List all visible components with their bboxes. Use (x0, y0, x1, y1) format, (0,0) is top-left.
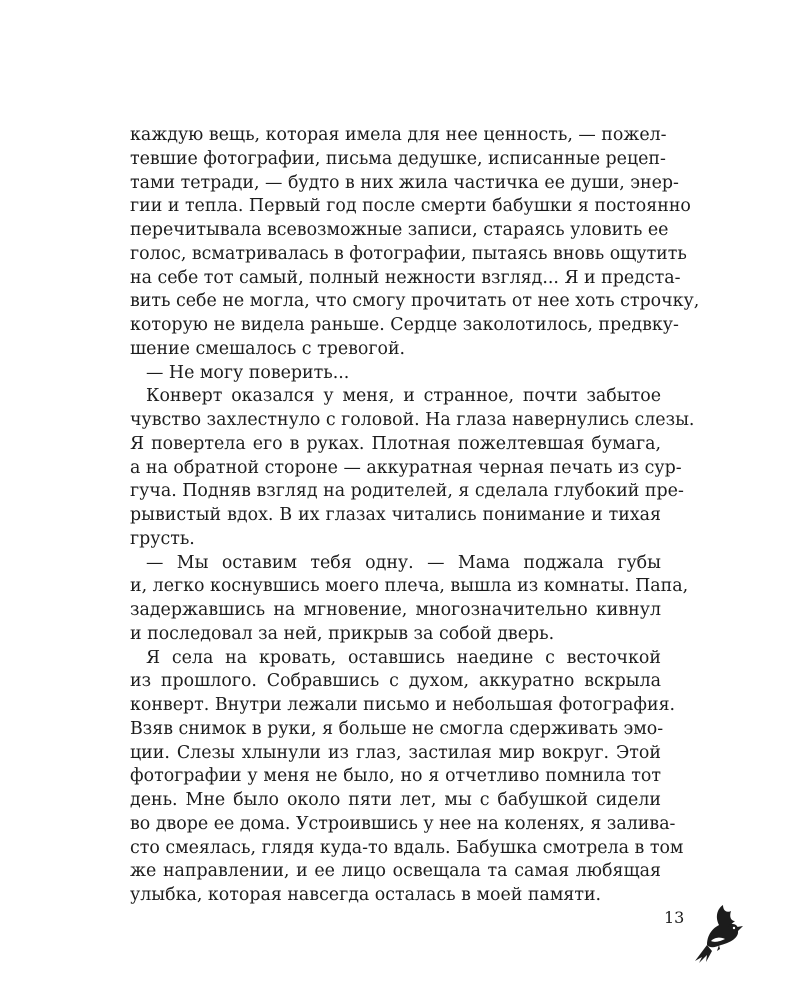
text-line: фотографии у меня не было, но я отчетливо помнила тот (130, 766, 661, 787)
text-line: и, легко коснувшись моего плеча, вышла из комнаты. Папа, (130, 576, 689, 597)
bird-beak (737, 926, 743, 931)
text-line: — Мы оставим тебя одну. — Мама поджала губы (146, 552, 661, 573)
text-line: и последовал за ней, прикрыв за собой дверь. (130, 623, 555, 644)
text-line: задержавшись на мгновение, многозначительно кивнул (130, 600, 661, 620)
text-line: ции. Слезы хлынули из глаз, застилая мир вокруг. Этой (130, 742, 661, 763)
text-line: во дворе ее дома. Устроившись у нее на коленях, я залива- (130, 813, 676, 834)
bird-head (728, 924, 738, 934)
text-line: улыбка, которая навсегда осталась в моей памяти. (130, 885, 602, 905)
body-text (130, 124, 700, 908)
text-line: шение смешалось с тревогой. (130, 338, 406, 359)
text-line: каждую вещь, которая имела для нее ценность, — пожел- (130, 125, 667, 145)
bird-tail (695, 945, 712, 963)
text-line: сто смеялась, глядя куда-то вдаль. Бабушка смотрела в том (130, 837, 684, 858)
text-line: а на обратной стороне — аккуратная черная печать из сур- (130, 457, 682, 478)
text-line: голос, всматривалась в фотографии, пытаясь вновь ощутить (130, 243, 687, 264)
page-number: 13 (664, 908, 685, 927)
text-line: Я повертела его в руках. Плотная пожелтевшая бумага, (130, 433, 661, 454)
text-line: рывистый вдох. В их глазах читались понимание и тихая (130, 505, 661, 525)
text-line: перечитывала всевозможные записи, стараясь уловить ее (130, 220, 669, 240)
text-line: вить себе не могла, что смогу прочитать от нее хоть строчку, (130, 291, 700, 312)
text-line: гуча. Подняв взгляд на родителей, я сделала глубокий пре- (130, 481, 684, 502)
text-line: Я села на кровать, оставшись наедине с весточкой (146, 647, 661, 668)
text-line: чувство захлестнуло с головой. На глаза навернулись слезы. (130, 410, 695, 430)
text-line: на себе тот самый, полный нежности взгляд... Я и предста- (130, 267, 681, 288)
text-line: же направлении, и ее лицо освещала та самая любящая (130, 861, 661, 882)
text-line: тами тетради, — будто в них жила частичка ее души, энер- (130, 172, 679, 193)
text-line: тевшие фотографии, письма дедушке, исписанные рецеп- (130, 148, 666, 169)
text-line: из прошлого. Собравшись с духом, аккуратно вскрыла (130, 671, 661, 692)
text-line: день. Мне было около пяти лет, мы с бабушкой сидели (130, 790, 661, 810)
bird-wing (717, 905, 735, 926)
text-line: гии и тепла. Первый год после смерти бабушки я постоянно (130, 196, 691, 217)
text-line: Взяв снимок в руки, я больше не смогла сдерживать эмо- (130, 718, 664, 739)
bird-icon (693, 905, 743, 963)
text-line: конверт. Внутри лежали письмо и небольшая фотография. (130, 695, 676, 715)
text-line: — Не могу поверить... (146, 362, 350, 383)
text-line: которую не видела раньше. Сердце заколотилось, предвку- (130, 315, 679, 335)
text-line: грусть. (130, 528, 195, 549)
text-line: Конверт оказался у меня, и странное, почти забытое (146, 386, 661, 407)
